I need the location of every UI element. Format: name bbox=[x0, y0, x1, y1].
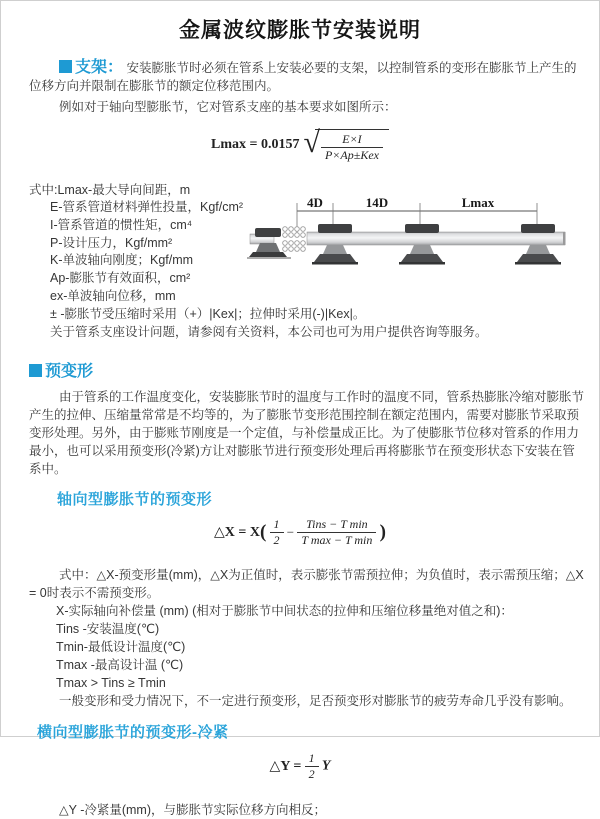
blue-square-icon bbox=[29, 364, 42, 377]
consult-note: 关于管系支座设计问题，请参阅有关资料，本公司也可为用户提供咨询等服务。 bbox=[50, 324, 488, 339]
pipe bbox=[307, 232, 565, 245]
lateral-numerator: 1 bbox=[305, 752, 319, 767]
axial-definitions bbox=[56, 602, 584, 692]
temp-numerator: Tins − T min bbox=[297, 518, 376, 533]
support-intro-paragraph bbox=[29, 59, 584, 95]
close-paren: ) bbox=[379, 521, 386, 543]
page-title: 金属波纹膨胀节安装说明 bbox=[179, 19, 421, 42]
lateral-subheading: 横向型膨胀节的预变形-冷紧 bbox=[37, 724, 229, 742]
lateral-denominator: 2 bbox=[308, 767, 315, 782]
anchor-ground bbox=[247, 257, 291, 259]
definition-item: E-管系管道材料弹性投量，Kgf/cm² bbox=[50, 200, 244, 214]
dim-label-4d: 4D bbox=[307, 195, 323, 210]
definition-item: I-管系管道的惯性矩，cm⁴ bbox=[50, 217, 193, 232]
definition-item: ex-单波轴向位移，mm bbox=[50, 288, 176, 303]
bellows-coils-icon bbox=[283, 227, 306, 252]
axial-formula bbox=[1, 518, 599, 556]
pipe-support-diagram bbox=[247, 195, 599, 295]
support-heading-label: 支架： bbox=[75, 59, 124, 76]
lmax-formula-denominator: P×Ap±Kex bbox=[324, 147, 379, 162]
lateral-formula-rhs: Y bbox=[321, 758, 331, 774]
sqrt-symbol: √ bbox=[303, 126, 320, 159]
dim-label-14d: 14D bbox=[365, 195, 389, 210]
axial-where-line: 式中：△X-预变形量(mm)，△X为正值时，表示膨张节需预拉伸；为负值时，表示需预压缩；△X = 0时表示不需预变形。 bbox=[29, 568, 584, 601]
anchor-pedestal bbox=[256, 243, 280, 252]
lmax-formula-lhs: Lmax = 0.0157 bbox=[211, 137, 300, 152]
predeform-heading-label: 预变形 bbox=[45, 363, 94, 381]
half-numerator: 1 bbox=[270, 518, 284, 533]
lmax-formula-numerator: E×I bbox=[321, 133, 383, 148]
support-section-heading bbox=[59, 59, 123, 76]
blue-square-icon bbox=[59, 60, 72, 73]
temperature-fraction bbox=[297, 518, 376, 547]
definition-item: P-设计压力，Kgf/mm² bbox=[50, 235, 173, 250]
half-fraction bbox=[270, 518, 284, 547]
temp-relation: Tmax > Tins ≥ Tmin bbox=[56, 676, 166, 691]
plus-minus-note: ± -膨胀节受压缩时采用（+）|Kex|；拉伸时采用(-)|Kex|。 bbox=[50, 306, 366, 321]
lateral-fraction bbox=[305, 752, 319, 781]
temp-definition: Tmax -最高设计温 (℃) bbox=[56, 658, 184, 673]
lmax-formula-fraction bbox=[315, 129, 389, 162]
support-intro-text: 安装膨胀节时必须在管系上安装必要的支架，以控制管系的变形在膨胀节上产生的位移方向并限制在膨胀节的额定位移范围内。 bbox=[29, 61, 577, 93]
dim-label-lmax: Lmax bbox=[461, 195, 495, 210]
support-example-line: 例如对于轴向型膨胀节，它对管系支座的基本要求如图所示： bbox=[59, 100, 397, 114]
where-first-definition: Lmax-最大导向间距，m bbox=[57, 183, 191, 197]
x-definition: X-实际轴向补偿量 (mm) (相对于膨胀节中间状态的拉伸和压缩位移量绝对值之和)： bbox=[56, 604, 513, 619]
half-denominator: 2 bbox=[273, 533, 280, 548]
definition-item: K-单波轴向刚度；Kgf/mm bbox=[50, 253, 194, 268]
temp-definition: Tmin-最低设计温度(℃) bbox=[56, 640, 186, 655]
where-prefix: 式中: bbox=[29, 183, 58, 197]
lateral-note: △Y -冷紧量(mm)，与膨胀节实际位移方向相反； bbox=[59, 803, 327, 818]
lateral-formula bbox=[1, 752, 599, 786]
lateral-formula-lhs: △Y = bbox=[269, 759, 302, 775]
anchor-base bbox=[249, 252, 287, 257]
axial-subheading: 轴向型膨胀节的预变形 bbox=[57, 491, 213, 509]
lmax-formula bbox=[1, 128, 599, 170]
predeform-paragraph: 由于管系的工作温度变化，安装膨胀节时的温度与工作时的温度不同，管系热膨胀冷缩对膨胀节产生的拉伸、压缩量常常是不均等的，为了膨胀节变形范围控制在额定范围内，需要对膨胀节采取预变形处理。另外，由于膨账节刚度是一个定值，与补偿量成正比。为了使膨胀节位移对管系的作用力最小，也可以采用预变形(冷紧)方让对膨胀节进行预变形处理后再将膨胀节在预变形状态下安装在管系中。 bbox=[29, 390, 585, 477]
axial-formula-lhs: △X = X bbox=[214, 525, 260, 541]
anchor-clamp bbox=[255, 228, 281, 237]
temp-denominator: T max − T min bbox=[301, 533, 373, 548]
minus-sign: − bbox=[286, 524, 295, 540]
axial-note: 一般变形和受力情况下，不一定进行预变形，足否预变形对膨胀节的疲劳寿命几乎没有影响。 bbox=[59, 694, 572, 709]
open-paren: ( bbox=[259, 521, 267, 543]
predeform-section-heading bbox=[29, 358, 599, 381]
pipe-end-cap bbox=[563, 232, 566, 245]
definition-item: Ap-膨胀节有效面积，cm² bbox=[50, 271, 191, 286]
temp-definition: Tins -安装温度(℃) bbox=[56, 622, 160, 637]
